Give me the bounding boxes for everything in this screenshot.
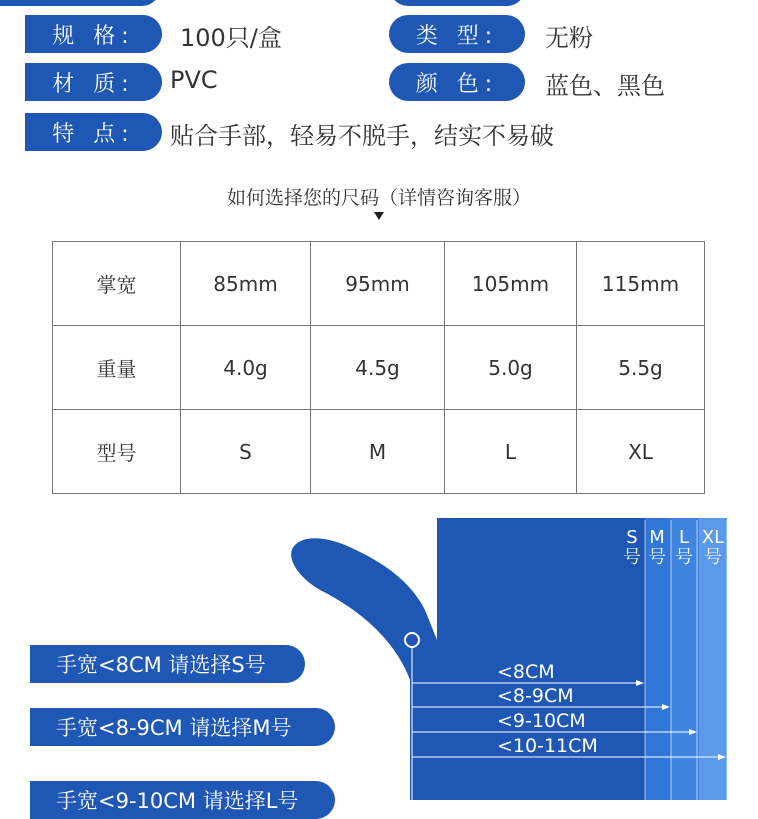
- table-cell: XL: [577, 410, 705, 494]
- table-cell: 85mm: [181, 242, 311, 326]
- table-cell: 型号: [53, 410, 181, 494]
- size-letter: M: [649, 527, 665, 548]
- table-cell: 掌宽: [53, 242, 181, 326]
- spec-label-material: 材 质:: [25, 63, 162, 101]
- size-label-m: [645, 528, 669, 568]
- size-label-l: [672, 528, 696, 568]
- table-cell: 95mm: [311, 242, 445, 326]
- glove-palm: [437, 518, 645, 800]
- spec-value-feature: 贴合手部，轻易不脱手，结实不易破: [170, 122, 554, 150]
- size-suffix: 号: [648, 547, 666, 568]
- size-suffix: 号: [675, 547, 693, 568]
- spec-value-type: 无粉: [545, 24, 593, 52]
- size-tip-l: 手宽<9-10CM 请选择L号: [30, 781, 335, 819]
- size-tip-m: 手宽<8-9CM 请选择M号: [30, 708, 335, 746]
- table-cell: 4.0g: [181, 326, 311, 410]
- measure-label-xl: <10-11CM: [497, 735, 598, 757]
- size-tip-s: 手宽<8CM 请选择S号: [30, 645, 305, 683]
- table-cell: 115mm: [577, 242, 705, 326]
- size-suffix: 号: [704, 547, 722, 568]
- table-cell: S: [181, 410, 311, 494]
- spec-label-spec: 规 格:: [25, 15, 162, 53]
- measure-label-m: <8-9CM: [497, 685, 574, 707]
- spec-label-feature: 特 点:: [25, 113, 162, 151]
- spec-label-type: 类 型:: [389, 15, 525, 53]
- size-letter: L: [678, 527, 690, 548]
- glove-thumb: [291, 538, 437, 800]
- measure-dot: [405, 633, 419, 647]
- size-letter: S: [626, 527, 638, 548]
- spec-value-material: PVC: [170, 66, 218, 94]
- table-cell: 4.5g: [311, 326, 445, 410]
- spec-label-color: 颜 色:: [389, 63, 525, 101]
- size-label-xl: [698, 528, 728, 568]
- size-suffix: 号: [623, 547, 641, 568]
- table-cell: 5.5g: [577, 326, 705, 410]
- table-cell: 105mm: [445, 242, 577, 326]
- table-cell: L: [445, 410, 577, 494]
- spec-value-spec: 100只/盒: [180, 24, 282, 52]
- table-cell: M: [311, 410, 445, 494]
- measure-label-s: <8CM: [497, 661, 555, 683]
- table-cell: 5.0g: [445, 326, 577, 410]
- spec-value-color: 蓝色、黑色: [545, 72, 665, 100]
- size-letter: XL: [701, 527, 725, 548]
- measure-label-l: <9-10CM: [497, 710, 586, 732]
- size-guide-caption: 如何选择您的尺码（详情咨询客服）: [226, 187, 531, 209]
- table-cell: 重量: [53, 326, 181, 410]
- size-label-s: [620, 528, 644, 568]
